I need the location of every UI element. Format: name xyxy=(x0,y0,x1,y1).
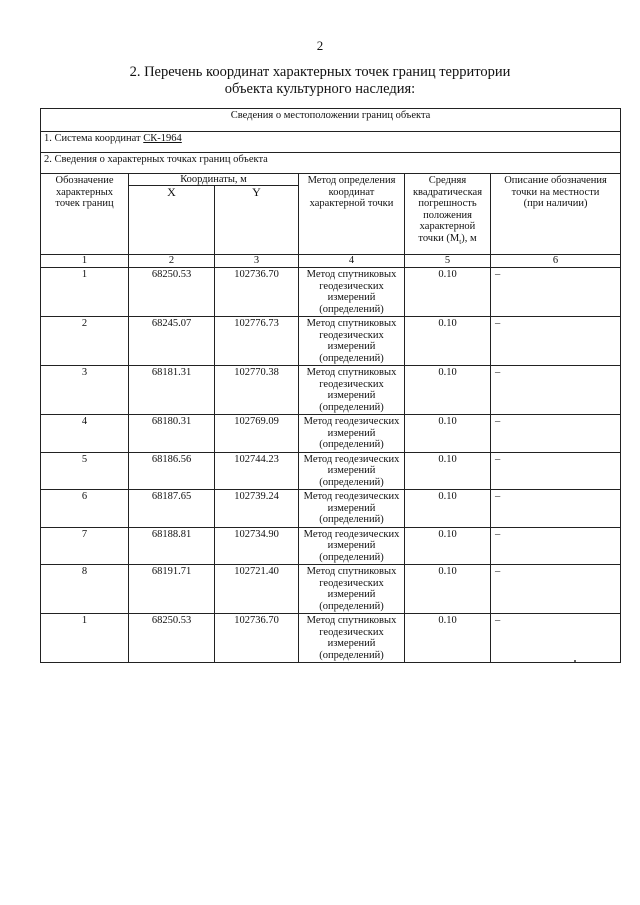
column-number-row xyxy=(41,255,621,268)
cell-description: – xyxy=(491,565,621,614)
heading-line-2: объекта культурного наследия: xyxy=(224,81,416,97)
cell-method: Метод геодезических измерений (определений) xyxy=(299,452,405,490)
coord-system-label: 1. Система координат xyxy=(44,133,144,144)
cell-accuracy: 0.10 xyxy=(405,268,491,317)
cell-y: 102769.09 xyxy=(215,415,299,453)
cell-x: 68191.71 xyxy=(129,565,215,614)
cell-x: 68181.31 xyxy=(129,366,215,415)
cell-description: – xyxy=(491,415,621,453)
cell-point: 1 xyxy=(41,268,129,317)
header-x: X xyxy=(129,186,215,255)
cell-method: Метод спутниковых геодезических измерений (определений) xyxy=(299,565,405,614)
cell-y: 102721.40 xyxy=(215,565,299,614)
column-number-4: 4 xyxy=(299,255,405,268)
cell-y: 102736.70 xyxy=(215,268,299,317)
table-row xyxy=(41,268,621,317)
cell-method: Метод спутниковых геодезических измерений (определений) xyxy=(299,366,405,415)
cell-point: 6 xyxy=(41,490,129,528)
header-description: Описание обозначения точки на местности (при наличии) xyxy=(491,174,621,255)
scan-mark xyxy=(574,660,576,662)
header-coordinates: Координаты, м xyxy=(129,174,299,186)
cell-point: 7 xyxy=(41,527,129,565)
cell-point: 4 xyxy=(41,415,129,453)
coord-system-row xyxy=(41,132,621,153)
table-row xyxy=(41,527,621,565)
cell-x: 68186.56 xyxy=(129,452,215,490)
cell-method: Метод спутниковых геодезических измерений (определений) xyxy=(299,614,405,663)
cell-accuracy: 0.10 xyxy=(405,527,491,565)
cell-y: 102744.23 xyxy=(215,452,299,490)
header-method: Метод определения координат характерной точки xyxy=(299,174,405,255)
cell-point: 8 xyxy=(41,565,129,614)
coord-system xyxy=(41,132,621,153)
coordinates-table xyxy=(40,108,621,663)
cell-description: – xyxy=(491,317,621,366)
cell-accuracy: 0.10 xyxy=(405,614,491,663)
cell-y: 102776.73 xyxy=(215,317,299,366)
points-section-row xyxy=(41,153,621,174)
table-row xyxy=(41,452,621,490)
header-point: Обозначение характерных точек границ xyxy=(41,174,129,255)
cell-x: 68180.31 xyxy=(129,415,215,453)
header-accuracy: Средняя квадратическая погрешность положения характерной точки $(M_t)$, м xyxy=(405,174,491,255)
cell-method: Метод спутниковых геодезических измерений (определений) xyxy=(299,317,405,366)
page-number: 2 xyxy=(316,38,324,53)
cell-method: Метод геодезических измерений (определений) xyxy=(299,527,405,565)
cell-y: 102739.24 xyxy=(215,490,299,528)
cell-description: – xyxy=(491,268,621,317)
cell-accuracy: 0.10 xyxy=(405,490,491,528)
cell-x: 68250.53 xyxy=(129,268,215,317)
cell-description: – xyxy=(491,366,621,415)
cell-accuracy: 0.10 xyxy=(405,415,491,453)
column-number-5: 5 xyxy=(405,255,491,268)
column-number-2: 2 xyxy=(129,255,215,268)
column-number-1: 1 xyxy=(41,255,129,268)
column-number-3: 3 xyxy=(215,255,299,268)
cell-accuracy: 0.10 xyxy=(405,452,491,490)
cell-accuracy: 0.10 xyxy=(405,366,491,415)
heading-line-1: 2. Перечень координат характерных точек границ территории xyxy=(129,64,511,80)
cell-y: 102770.38 xyxy=(215,366,299,415)
cell-method: Метод спутниковых геодезических измерений (определений) xyxy=(299,268,405,317)
cell-description: – xyxy=(491,452,621,490)
cell-description: – xyxy=(491,490,621,528)
cell-y: 102736.70 xyxy=(215,614,299,663)
cell-y: 102734.90 xyxy=(215,527,299,565)
table-row xyxy=(41,415,621,453)
cell-x: 68245.07 xyxy=(129,317,215,366)
cell-x: 68188.81 xyxy=(129,527,215,565)
column-number-6: 6 xyxy=(491,255,621,268)
points-section-title: 2. Сведения о характерных точках границ объекта xyxy=(41,153,621,174)
section-title-row xyxy=(41,109,621,132)
header-row-1 xyxy=(41,174,621,186)
cell-description: – xyxy=(491,614,621,663)
cell-accuracy: 0.10 xyxy=(405,317,491,366)
cell-point: 3 xyxy=(41,366,129,415)
table-row xyxy=(41,614,621,663)
coord-system-name: СК-1964 xyxy=(143,133,182,144)
cell-method: Метод геодезических измерений (определений) xyxy=(299,490,405,528)
cell-description: – xyxy=(491,527,621,565)
cell-point: 5 xyxy=(41,452,129,490)
cell-x: 68187.65 xyxy=(129,490,215,528)
table-row xyxy=(41,317,621,366)
cell-point: 2 xyxy=(41,317,129,366)
cell-accuracy: 0.10 xyxy=(405,565,491,614)
table-row xyxy=(41,490,621,528)
table-row xyxy=(41,565,621,614)
cell-x: 68250.53 xyxy=(129,614,215,663)
cell-method: Метод геодезических измерений (определений) xyxy=(299,415,405,453)
document-heading xyxy=(60,64,580,98)
header-y: Y xyxy=(215,186,299,255)
table-row xyxy=(41,366,621,415)
cell-point: 1 xyxy=(41,614,129,663)
section-title: Сведения о местоположении границ объекта xyxy=(41,109,621,132)
